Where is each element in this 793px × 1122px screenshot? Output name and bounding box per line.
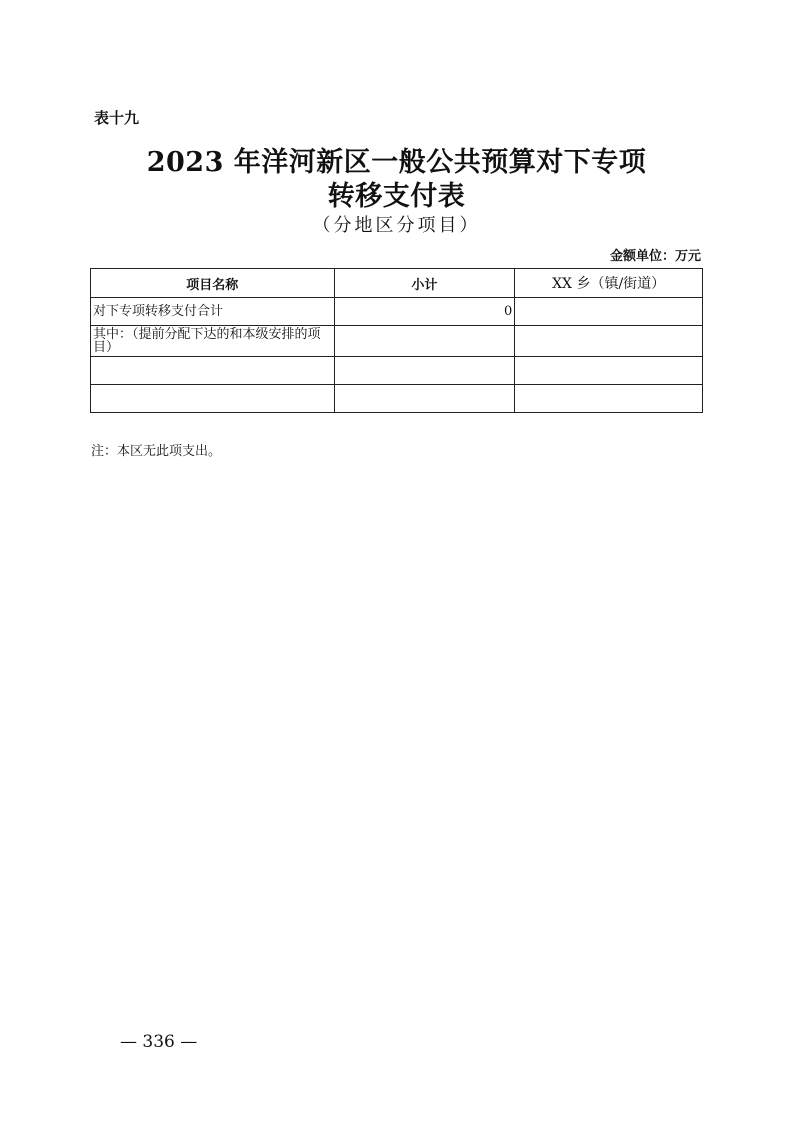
cell-item-name (91, 357, 335, 385)
cell-subtotal (334, 357, 515, 385)
cell-item-name (91, 385, 335, 413)
table-row (91, 385, 703, 413)
cell-item-name: 对下专项转移支付合计 (91, 298, 335, 326)
cell-region (515, 385, 703, 413)
cell-region (515, 357, 703, 385)
cell-region (515, 298, 703, 326)
cell-subtotal (334, 326, 515, 357)
table-row (91, 326, 703, 357)
cell-subtotal (334, 385, 515, 413)
page-title-line-2: 转移支付表 (327, 181, 466, 212)
table-row (91, 357, 703, 385)
table-header-row (91, 269, 703, 298)
cell-item-name: 其中：（提前分配下达的和本级安排的项目） (91, 326, 335, 357)
column-header-subtotal: 小计 (334, 269, 515, 298)
page-title-line-1: 2023 年洋河新区一般公共预算对下专项 (146, 147, 647, 178)
column-header-item-name: 项目名称 (91, 269, 335, 298)
page-number: — 336 — (120, 1032, 198, 1052)
table-row (91, 298, 703, 326)
column-header-region: XX 乡（镇/街道） (515, 269, 703, 298)
table-label: 表十九 (94, 109, 140, 127)
cell-region (515, 326, 703, 357)
cell-subtotal: 0 (334, 298, 515, 326)
transfer-payment-table (90, 268, 703, 413)
footnote: 注：本区无此项支出。 (91, 444, 222, 459)
amount-unit: 金额单位：万元 (609, 249, 701, 264)
page-subtitle: （分地区分项目） (312, 215, 481, 236)
